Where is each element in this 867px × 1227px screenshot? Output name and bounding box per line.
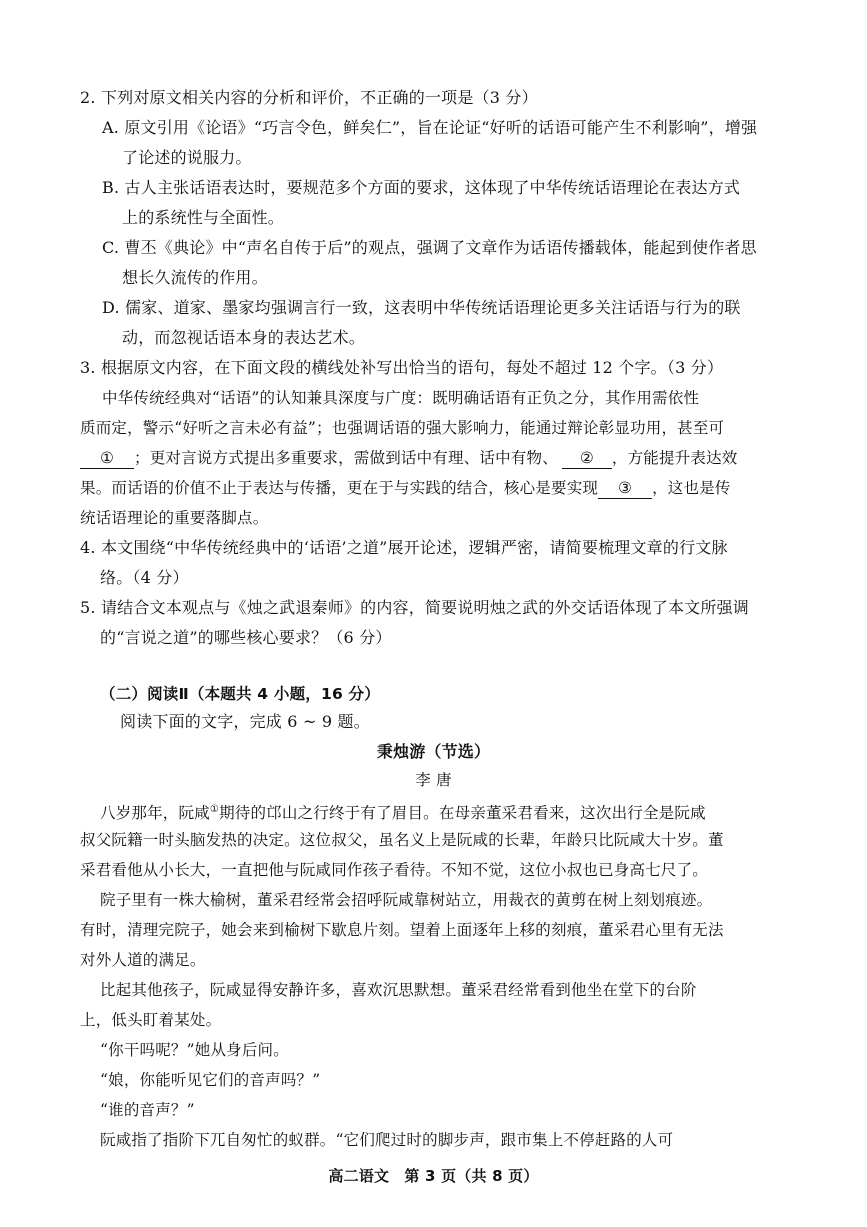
section-heading: （二）阅读Ⅱ（本题共 4 小题，16 分） (100, 685, 380, 703)
q3-passage-line4-end: ，这也是传 (652, 479, 731, 497)
q3-passage-line3 (80, 448, 738, 469)
page-footer: 高二语文 第 3 页（共 8 页） (328, 1167, 539, 1185)
q3-passage-line5: 统话语理论的重要落脚点。 (80, 509, 269, 527)
story-dialogue-2: “娘，你能听见它们的音声吗？” (100, 1071, 321, 1089)
story-p1-line3: 采君看他从小长大，一直把他与阮咸同作孩子看待。不知不觉，这位小叔也已身高七尺了。 (80, 861, 709, 879)
story-p1-line1 (100, 800, 706, 823)
story-p1-line1-b: 期待的邙山之行终于有了眉目。在母亲董采君看来，这次出行全是阮咸 (219, 804, 706, 822)
story-p2-line3: 对外人道的满足。 (80, 951, 206, 969)
story-title: 秉烛游（节选） (376, 742, 491, 761)
q3-stem: 3. 根据原文内容，在下面文段的横线处补写出恰当的语句，每处不超过 12 个字。（3 分） (80, 358, 724, 377)
blank-1[interactable]: ① (80, 448, 134, 469)
q2-option-a-line2: 了论述的说服力。 (122, 148, 252, 167)
q3-passage-line4 (80, 478, 731, 499)
section-instruction: 阅读下面的文字，完成 6 ~ 9 题。 (120, 712, 370, 731)
q2-option-d-line1: D. 儒家、道家、墨家均强调言行一致，这表明中华传统话语理论更多关注话语与行为的联 (102, 298, 741, 317)
q3-passage-line1: 中华传统经典对“话语”的认知兼具深度与广度：既明确话语有正负之分，其作用需依性 (102, 389, 700, 407)
story-dialogue-3: “谁的音声？” (100, 1101, 195, 1119)
q3-passage-line2: 质而定，警示“好听之言未必有益”；也强调话语的强大影响力，能通过辩论彰显功用，甚至可 (80, 419, 725, 437)
story-p2-line1: 院子里有一株大榆树，董采君经常会招呼阮咸靠树站立，用裁衣的黄剪在树上刻划痕迹。 (100, 891, 713, 909)
q2-option-b-line1: B. 古人主张话语表达时，要规范多个方面的要求，这体现了中华传统话语理论在表达方式 (102, 178, 741, 197)
story-p3-line1: 比起其他孩子，阮咸显得安静许多，喜欢沉思默想。董采君经常看到他坐在堂下的台阶 (100, 981, 697, 999)
story-author: 李 唐 (415, 771, 452, 789)
q3-passage-line3-end: ，方能提升表达效 (611, 449, 738, 467)
story-dialogue-1: “你干吗呢？”她从身后问。 (100, 1041, 289, 1059)
q4-line1: 4. 本文围绕“中华传统经典中的‘话语’之道”展开论述，逻辑严密，请简要梳理文章的行文脉 (80, 538, 728, 557)
q2-option-c-line2: 想长久流传的作用。 (122, 268, 268, 287)
q5-line1: 5. 请结合文本观点与《烛之武退秦师》的内容，简要说明烛之武的外交话语体现了本文所强调 (80, 598, 749, 617)
footnote-marker: ① (209, 804, 220, 815)
q3-passage-line3-text: ；更对言说方式提出多重要求，需做到话中有理、话中有物、 (134, 449, 558, 467)
q2-stem: 2. 下列对原文相关内容的分析和评价，不正确的一项是（3 分） (80, 88, 538, 107)
q2-option-d-line2: 动，而忽视话语本身的表达艺术。 (122, 328, 366, 347)
q5-line2: 的“言说之道”的哪些核心要求？（6 分） (100, 628, 392, 647)
q2-option-a-line1: A. 原文引用《论语》“巧言令色，鲜矣仁”，旨在论证“好听的话语可能产生不利影响”，增强 (102, 118, 758, 137)
story-p4-line1: 阮咸指了指阶下兀自匆忙的蚁群。“它们爬过时的脚步声，跟市集上不停赶路的人可 (100, 1131, 674, 1149)
story-p3-line2: 上，低头盯着某处。 (80, 1011, 222, 1029)
blank-2[interactable]: ② (562, 448, 612, 469)
blank-3[interactable]: ③ (598, 478, 652, 499)
q3-passage-line4-text: 果。而话语的价值不止于表达与传播，更在于与实践的结合，核心是要实现 (80, 479, 599, 497)
story-p1-line1-a: 八岁那年，阮咸 (100, 804, 210, 822)
story-p1-line2: 叔父阮籍一时头脑发热的决定。这位叔父，虽名义上是阮咸的长辈，年龄只比阮咸大十岁。董 (80, 831, 724, 849)
story-p2-line2: 有时，清理完院子，她会来到榆树下歇息片刻。望着上面逐年上移的刻痕，董采君心里有无法 (80, 921, 724, 939)
q2-option-c-line1: C. 曹丕《典论》中“声名自传于后”的观点，强调了文章作为话语传播载体，能起到使作者思 (102, 238, 757, 257)
q4-line2: 络。（4 分） (100, 568, 189, 587)
q2-option-b-line2: 上的系统性与全面性。 (122, 208, 285, 227)
